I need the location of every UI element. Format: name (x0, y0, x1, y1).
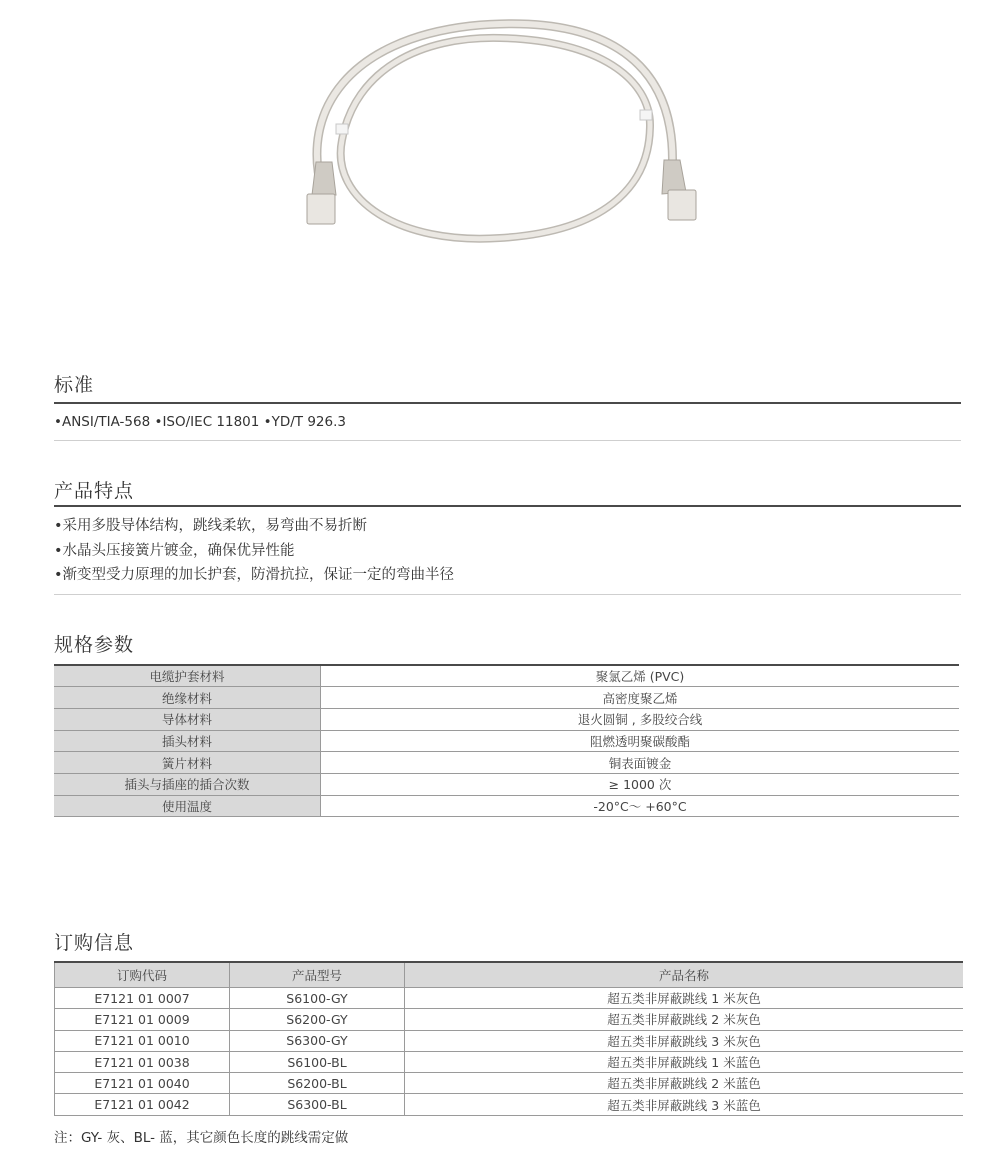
table-row (54, 708, 959, 730)
product-name: 超五类非屏蔽跳线 3 米蓝色 (405, 1094, 964, 1115)
column-header: 产品型号 (230, 962, 405, 988)
spec-value: ≥ 1000 次 (321, 773, 960, 795)
section-divider (54, 505, 961, 507)
section-title-ordering: 订购信息 (54, 932, 135, 954)
model-number: S6200-GY (230, 1009, 405, 1030)
table-row (55, 1030, 964, 1051)
model-number: S6300-BL (230, 1094, 405, 1115)
model-number: S6200-BL (230, 1073, 405, 1094)
table-row (54, 752, 959, 774)
product-name: 超五类非屏蔽跳线 1 米灰色 (405, 988, 964, 1009)
spec-key: 绝缘材料 (54, 687, 321, 709)
product-name: 超五类非屏蔽跳线 1 米蓝色 (405, 1051, 964, 1072)
spec-key: 插头材料 (54, 730, 321, 752)
features-list (54, 514, 454, 588)
table-row (54, 773, 959, 795)
ordering-note: 注：GY- 灰、BL- 蓝，其它颜色长度的跳线需定做 (54, 1130, 349, 1146)
spec-value: -20°C～ +60°C (321, 795, 960, 817)
order-code: E7121 01 0010 (55, 1030, 230, 1051)
section-divider (54, 402, 961, 404)
spec-value: 退火圆铜 , 多股绞合线 (321, 708, 960, 730)
table-row (54, 665, 959, 687)
standards-list: •ANSI/TIA-568 •ISO/IEC 11801 •YD/T 926.3 (54, 414, 346, 430)
spec-key: 簧片材料 (54, 752, 321, 774)
table-row (55, 1073, 964, 1094)
model-number: S6300-GY (230, 1030, 405, 1051)
model-number: S6100-GY (230, 988, 405, 1009)
spec-value: 铜表面镀金 (321, 752, 960, 774)
order-code: E7121 01 0007 (55, 988, 230, 1009)
spec-value: 高密度聚乙烯 (321, 687, 960, 709)
section-title-specs: 规格参数 (54, 634, 135, 656)
spec-key: 电缆护套材料 (54, 665, 321, 687)
spec-key: 插头与插座的插合次数 (54, 773, 321, 795)
spec-value: 聚氯乙烯 (PVC) (321, 665, 960, 687)
table-row (55, 1051, 964, 1072)
table-header-row (55, 962, 964, 988)
spec-table (54, 664, 959, 817)
feature-item: •水晶头压接簧片镀金，确保优异性能 (54, 542, 295, 559)
spec-key: 使用温度 (54, 795, 321, 817)
product-name: 超五类非屏蔽跳线 3 米灰色 (405, 1030, 964, 1051)
feature-item: •渐变型受力原理的加长护套，防滑抗拉，保证一定的弯曲半径 (54, 567, 455, 583)
column-header: 产品名称 (405, 962, 964, 988)
table-row (54, 730, 959, 752)
feature-item: •采用多股导体结构，跳线柔软，易弯曲不易折断 (54, 518, 368, 534)
product-name: 超五类非屏蔽跳线 2 米蓝色 (405, 1073, 964, 1094)
section-title-standards: 标准 (54, 374, 95, 396)
column-header: 订购代码 (55, 962, 230, 988)
table-row (54, 687, 959, 709)
spec-key: 导体材料 (54, 708, 321, 730)
table-row (54, 795, 959, 817)
product-name: 超五类非屏蔽跳线 2 米灰色 (405, 1009, 964, 1030)
table-row (55, 1094, 964, 1115)
section-title-features: 产品特点 (54, 480, 135, 502)
order-code: E7121 01 0042 (55, 1094, 230, 1115)
order-code: E7121 01 0040 (55, 1073, 230, 1094)
model-number: S6100-BL (230, 1051, 405, 1072)
table-row (55, 988, 964, 1009)
product-image-patch-cable (0, 0, 1000, 300)
ordering-table (54, 961, 963, 1116)
spec-value: 阻燃透明聚碳酸酯 (321, 730, 960, 752)
order-code: E7121 01 0038 (55, 1051, 230, 1072)
table-row (55, 1009, 964, 1030)
order-code: E7121 01 0009 (55, 1009, 230, 1030)
section-divider-light (54, 440, 961, 441)
section-divider-light (54, 594, 961, 595)
